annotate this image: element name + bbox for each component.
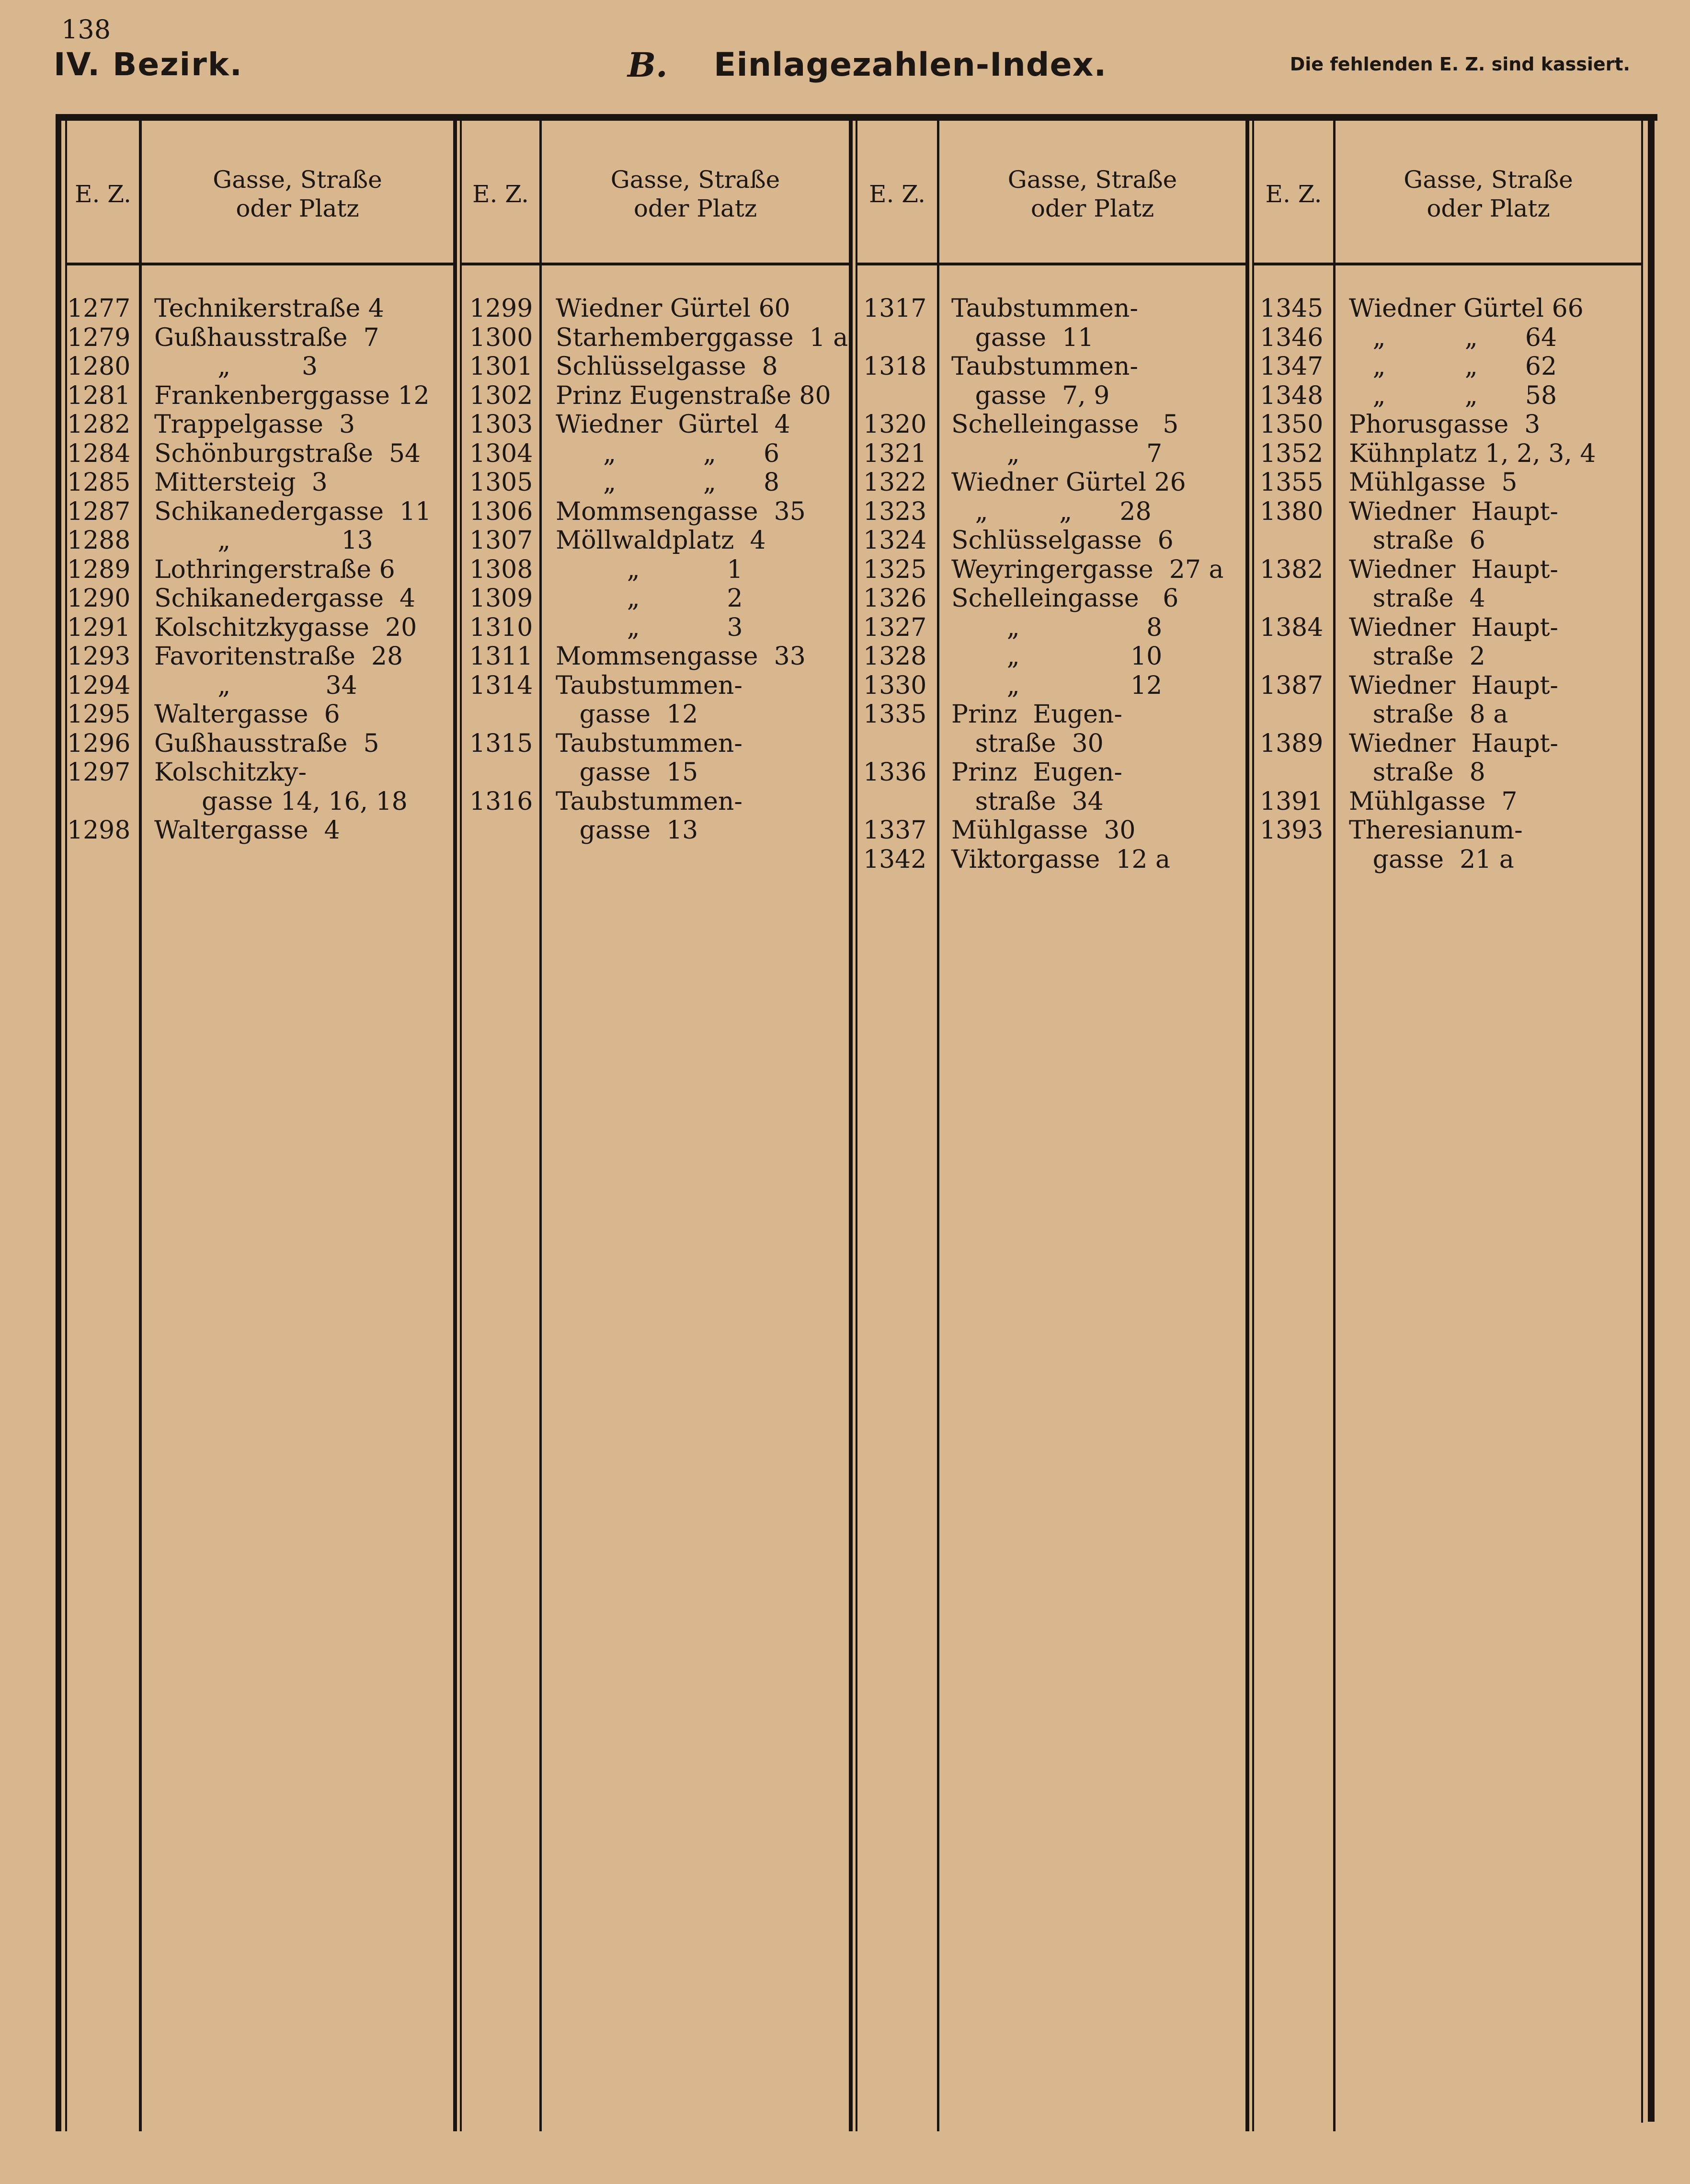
page-title: Einlagezahlen-Index. <box>714 46 1107 84</box>
ez-number: 1320 <box>863 410 927 439</box>
ez-number: 1289 <box>67 555 131 584</box>
street-name: Prinz Eugen- <box>951 758 1122 787</box>
street-name: „ 34 <box>154 671 357 700</box>
street-name: gasse 11 <box>951 323 1094 352</box>
ez-number: 1311 <box>469 642 533 671</box>
street-name: Möllwaldplatz 4 <box>556 526 766 555</box>
street-name: Lothringerstraße 6 <box>154 555 395 584</box>
street-name: Kühnplatz 1, 2, 3, 4 <box>1349 439 1596 468</box>
street-name: „ „ 62 <box>1349 352 1557 381</box>
ez-number: 1280 <box>67 352 131 381</box>
ez-number: 1284 <box>67 439 131 468</box>
ez-number: 1285 <box>67 468 131 497</box>
street-name: Mühlgasse 30 <box>951 816 1136 845</box>
ez-number: 1355 <box>1260 468 1324 497</box>
street-name: Mommsengasse 33 <box>556 642 806 671</box>
street-name: Mühlgasse 5 <box>1349 468 1518 497</box>
ez-header-1: E. Z. <box>74 180 132 208</box>
street-header-line1: Gasse, Straße <box>1007 166 1177 194</box>
street-name: Viktorgasse 12 a <box>951 845 1171 874</box>
street-name: Taubstummen- <box>556 671 742 700</box>
ez-number: 1380 <box>1260 497 1324 526</box>
ez-number: 1317 <box>863 294 927 323</box>
ez-number: 1287 <box>67 497 131 526</box>
ez-header-2: E. Z. <box>472 180 529 208</box>
street-name: Mittersteig 3 <box>154 468 328 497</box>
ez-number: 1323 <box>863 497 927 526</box>
ez-number: 1326 <box>863 584 927 613</box>
street-name: Kolschitzkygasse 20 <box>154 613 417 642</box>
street-name: „ „ 8 <box>556 468 780 497</box>
street-name: Frankenberggasse 12 <box>154 381 430 410</box>
street-name: „ 12 <box>951 671 1163 700</box>
street-name: „ 2 <box>556 584 743 613</box>
ez-number: 1347 <box>1260 352 1324 381</box>
street-name: straße 34 <box>951 787 1104 816</box>
street-name: Starhemberggasse 1 a <box>556 323 848 352</box>
street-name: gasse 14, 16, 18 <box>154 787 408 816</box>
street-header-line2: oder Platz <box>236 195 359 222</box>
ez-number: 1336 <box>863 758 927 787</box>
ez-number: 1387 <box>1260 671 1324 700</box>
street-name: Wiedner Haupt- <box>1349 497 1558 526</box>
ez-number: 1295 <box>67 700 131 729</box>
street-header-line2: oder Platz <box>1427 195 1550 222</box>
street-name: Taubstummen- <box>951 352 1138 381</box>
ez-number: 1307 <box>469 526 533 555</box>
ez-number: 1299 <box>469 294 533 323</box>
ez-number: 1322 <box>863 468 927 497</box>
street-name: „ 7 <box>951 439 1163 468</box>
street-name: Schelleingasse 5 <box>951 410 1179 439</box>
ez-number: 1384 <box>1260 613 1324 642</box>
street-name: Schikanedergasse 11 <box>154 497 432 526</box>
street-name: gasse 21 a <box>1349 845 1514 874</box>
street-name: Wiedner Gürtel 26 <box>951 468 1186 497</box>
street-name: Trappelgasse 3 <box>154 410 355 439</box>
ez-number: 1321 <box>863 439 927 468</box>
section-letter: B. <box>628 45 668 85</box>
ez-number: 1303 <box>469 410 533 439</box>
ez-number: 1306 <box>469 497 533 526</box>
street-header-line1: Gasse, Straße <box>1404 166 1573 194</box>
ez-number: 1309 <box>469 584 533 613</box>
street-name: Gußhausstraße 5 <box>154 729 379 758</box>
street-name: Prinz Eugen- <box>951 700 1122 729</box>
street-name: Prinz Eugenstraße 80 <box>556 381 831 410</box>
street-name: Waltergasse 6 <box>154 700 340 729</box>
ez-number: 1325 <box>863 555 927 584</box>
street-name: „ 3 <box>556 613 743 642</box>
page-number: 138 <box>61 14 111 45</box>
street-name: Wiedner Haupt- <box>1349 729 1558 758</box>
ez-number: 1330 <box>863 671 927 700</box>
ez-number: 1298 <box>67 816 131 845</box>
ez-number: 1297 <box>67 758 131 787</box>
street-header-4 <box>1336 158 1641 230</box>
ez-number: 1348 <box>1260 381 1324 410</box>
street-header-2 <box>542 158 849 230</box>
street-name: Taubstummen- <box>556 729 742 758</box>
ez-header-3: E. Z. <box>868 180 926 208</box>
street-name: „ „ 64 <box>1349 323 1557 352</box>
street-name: Schelleingasse 6 <box>951 584 1179 613</box>
ez-header-4: E. Z. <box>1265 180 1322 208</box>
street-name: Wiedner Haupt- <box>1349 671 1558 700</box>
street-header-line1: Gasse, Straße <box>610 166 780 194</box>
street-name: Wiedner Gürtel 60 <box>556 294 790 323</box>
street-name: „ „ 58 <box>1349 381 1557 410</box>
street-name: straße 8 <box>1349 758 1485 787</box>
street-name: Schlüsselgasse 8 <box>556 352 778 381</box>
street-name: straße 2 <box>1349 642 1485 671</box>
ez-number: 1282 <box>67 410 131 439</box>
street-name: Wiedner Gürtel 4 <box>556 410 790 439</box>
ez-number: 1350 <box>1260 410 1324 439</box>
ez-number: 1382 <box>1260 555 1324 584</box>
street-name: Wiedner Gürtel 66 <box>1349 294 1584 323</box>
street-name: Mühlgasse 7 <box>1349 787 1518 816</box>
street-name: Theresianum- <box>1349 816 1523 845</box>
ez-number: 1342 <box>863 845 927 874</box>
ez-number: 1308 <box>469 555 533 584</box>
street-header-line1: Gasse, Straße <box>213 166 382 194</box>
street-name: Kolschitzky- <box>154 758 307 787</box>
district-label: IV. Bezirk. <box>54 46 243 83</box>
street-name: Wiedner Haupt- <box>1349 613 1558 642</box>
ez-number: 1318 <box>863 352 927 381</box>
ez-number: 1291 <box>67 613 131 642</box>
ez-number: 1304 <box>469 439 533 468</box>
street-name: Mommsengasse 35 <box>556 497 806 526</box>
ez-number: 1345 <box>1260 294 1324 323</box>
street-name: gasse 13 <box>556 816 698 845</box>
street-name: „ 10 <box>951 642 1163 671</box>
street-header-line2: oder Platz <box>1030 195 1154 222</box>
street-name: straße 30 <box>951 729 1104 758</box>
ez-number: 1352 <box>1260 439 1324 468</box>
ez-number: 1346 <box>1260 323 1324 352</box>
ez-number: 1335 <box>863 700 927 729</box>
ez-number: 1328 <box>863 642 927 671</box>
street-header-line2: oder Platz <box>633 195 757 222</box>
street-name: Gußhausstraße 7 <box>154 323 379 352</box>
street-name: „ 1 <box>556 555 743 584</box>
ez-number: 1301 <box>469 352 533 381</box>
street-name: Taubstummen- <box>556 787 742 816</box>
ez-number: 1288 <box>67 526 131 555</box>
street-name: Schikanedergasse 4 <box>154 584 416 613</box>
ez-number: 1293 <box>67 642 131 671</box>
street-name: Technikerstraße 4 <box>154 294 384 323</box>
ez-number: 1279 <box>67 323 131 352</box>
street-name: Schönburgstraße 54 <box>154 439 421 468</box>
ez-number: 1310 <box>469 613 533 642</box>
street-header-1 <box>142 158 453 230</box>
ez-number: 1290 <box>67 584 131 613</box>
ez-number: 1389 <box>1260 729 1324 758</box>
page-header <box>0 43 1690 86</box>
ez-number: 1281 <box>67 381 131 410</box>
ez-number: 1315 <box>469 729 533 758</box>
ez-number: 1324 <box>863 526 927 555</box>
ez-number: 1393 <box>1260 816 1324 845</box>
ez-number: 1300 <box>469 323 533 352</box>
ez-number: 1305 <box>469 468 533 497</box>
ez-number: 1314 <box>469 671 533 700</box>
ez-number: 1277 <box>67 294 131 323</box>
street-name: „ „ 6 <box>556 439 780 468</box>
street-name: „ 13 <box>154 526 373 555</box>
street-name: Wiedner Haupt- <box>1349 555 1558 584</box>
street-name: Weyringergasse 27 a <box>951 555 1224 584</box>
street-header-3 <box>939 158 1245 230</box>
street-name: straße 6 <box>1349 526 1485 555</box>
ez-number: 1327 <box>863 613 927 642</box>
header-note: Die fehlenden E. Z. sind kassiert. <box>1290 54 1630 75</box>
street-name: Waltergasse 4 <box>154 816 340 845</box>
street-name: „ 3 <box>154 352 318 381</box>
street-name: „ 8 <box>951 613 1163 642</box>
street-name: gasse 7, 9 <box>951 381 1110 410</box>
street-name: Favoritenstraße 28 <box>154 642 403 671</box>
ez-number: 1302 <box>469 381 533 410</box>
street-name: gasse 12 <box>556 700 698 729</box>
street-name: „ „ 28 <box>951 497 1152 526</box>
street-name: Taubstummen- <box>951 294 1138 323</box>
ez-number: 1391 <box>1260 787 1324 816</box>
ez-number: 1294 <box>67 671 131 700</box>
street-name: gasse 15 <box>556 758 698 787</box>
street-name: straße 4 <box>1349 584 1485 613</box>
ez-number: 1296 <box>67 729 131 758</box>
street-name: straße 8 a <box>1349 700 1508 729</box>
street-name: Schlüsselgasse 6 <box>951 526 1174 555</box>
street-name: Phorusgasse 3 <box>1349 410 1541 439</box>
ez-number: 1316 <box>469 787 533 816</box>
ez-number: 1337 <box>863 816 927 845</box>
